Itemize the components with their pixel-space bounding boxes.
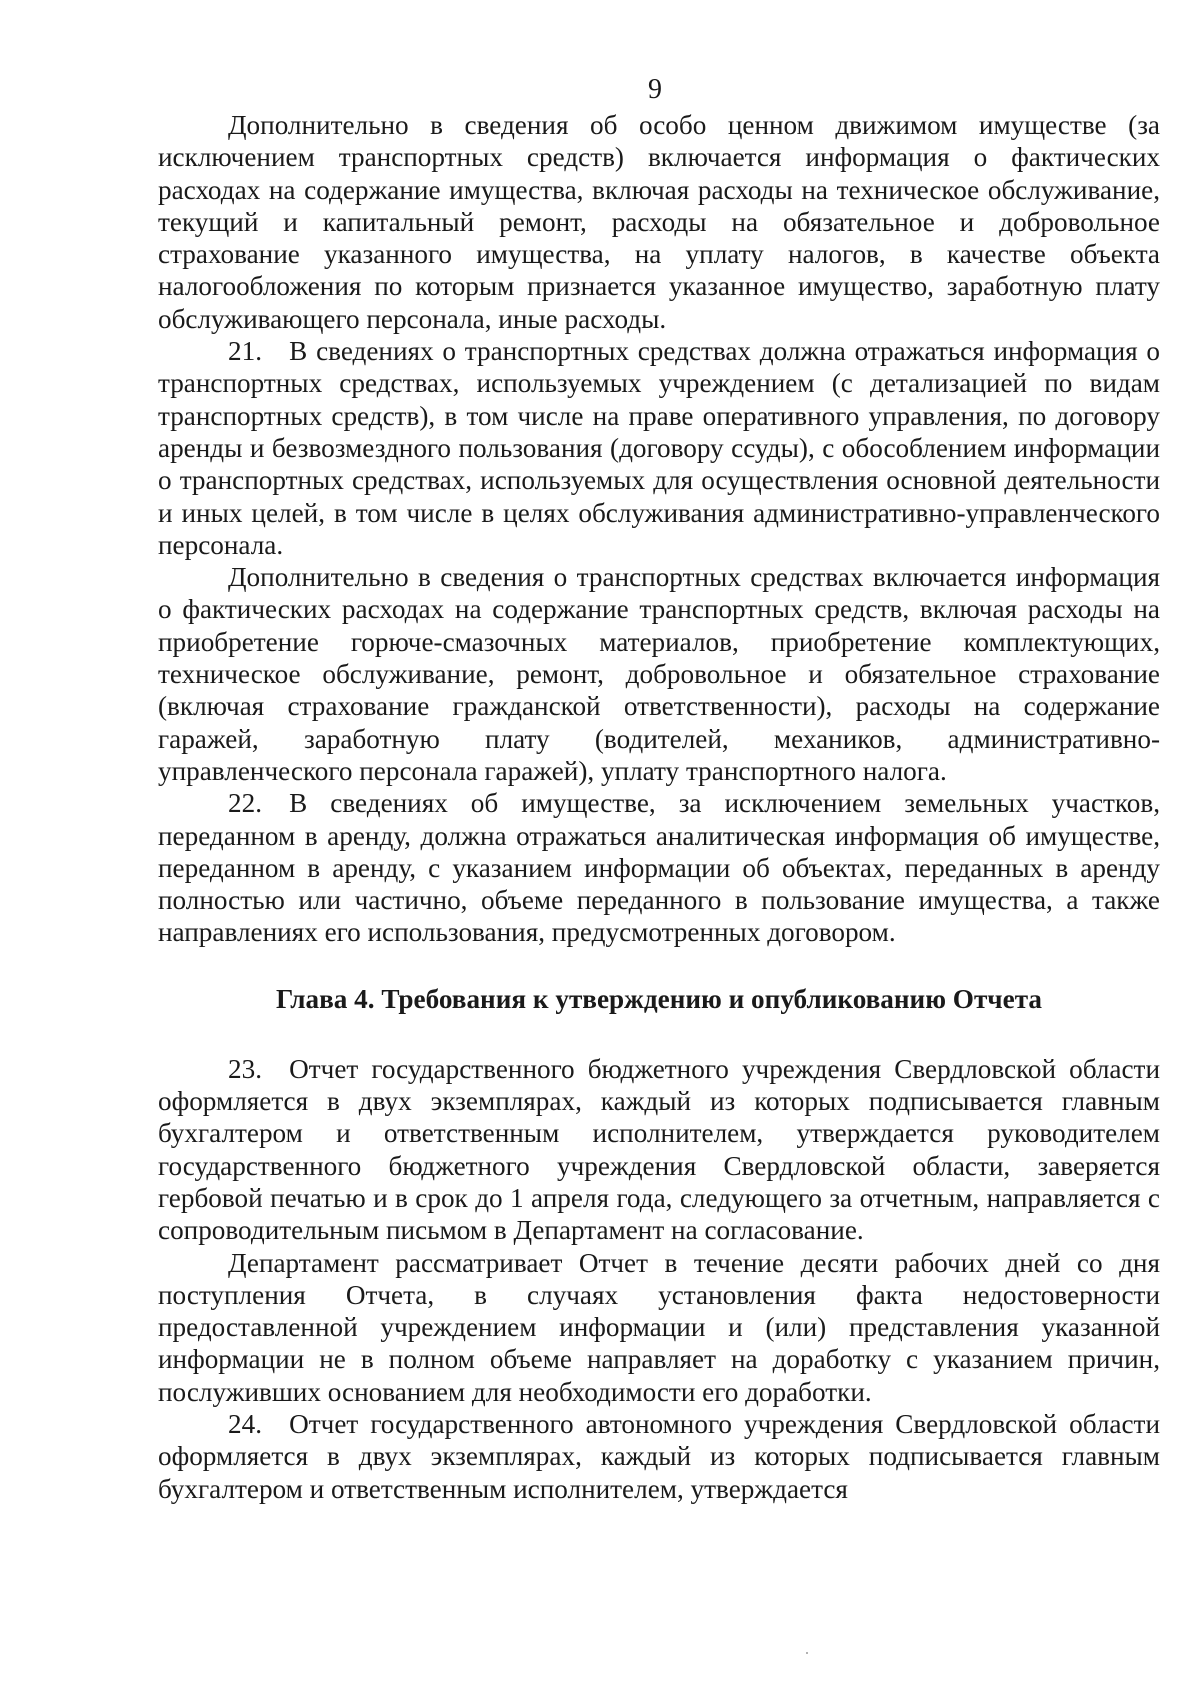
paragraph-vehicle-expenses: Дополнительно в сведения о транспортных средствах включается информация о фактических расходах на содержание транспортных средств, включая расходы на приобретение горюче-смазочных материалов, приобретение комплектующих, техническое обслуживание, ремонт, добровольное и обязательное страхование (включая страхование гражданской ответственности), расходы на содержание гаражей, заработную плату (водителей, механиков, административно-управленческого персонала гаражей), уплату транспортного налога. (158, 562, 1160, 786)
paragraph-23-budget-report: 23. Отчет государственного бюджетного учреждения Свердловской области оформляется в двух экземплярах, каждый из которых подписывается главным бухгалтером и ответственным исполнителем, утверждается руководителем государственного бюджетного учреждения Свердловской области, заверяется гербовой печатью и в срок до 1 апреля года, следующего за отчетным, направляется с сопроводительным письмом в Департамент на согласование. (158, 1053, 1160, 1246)
paragraph-department-review: Департамент рассматривает Отчет в течение десяти рабочих дней со дня поступления Отчета, в случаях установления факта недостоверности предоставленной учреждением информации и (или) представления указанной информации не в полном объеме направляет на доработку с указанием причин, послуживших основанием для необходимости его доработки. (158, 1247, 1160, 1407)
chapter-heading: Глава 4. Требования к утверждению и опубликованию Отчета (276, 983, 1042, 1014)
paragraph-22-leased-property: 22. В сведениях об имуществе, за исключением земельных участков, переданном в аренду, должна отражаться аналитическая информация об имуществе, переданном в аренду, с указанием информации об объектах, переданных в аренду полностью или частично, объеме переданного в пользование имущества, а также направлениях его использования, предусмотренных договором. (158, 788, 1160, 948)
paragraph-24-autonomous-report: 24. Отчет государственного автономного учреждения Свердловской области оформляется в двух экземплярах, каждый из которых подписывается главным бухгалтером и ответственным исполнителем, утверждается (158, 1408, 1160, 1504)
page-number: 9 (648, 74, 662, 105)
scan-speck (806, 1652, 808, 1654)
paragraph-21-vehicles: 21. В сведениях о транспортных средствах должна отражаться информация о транспортных средствах, используемых учреждением (с детализацией по видам транспортных средств), в том числе на праве оперативного управления, по договору аренды и безвозмездного пользования (договору ссуды), с обособлением информации о транспортных средствах, используемых для осуществления основной деятельности и иных целей, в том числе в целях обслуживания административно-управленческого персонала. (158, 336, 1160, 560)
document-body (158, 109, 1160, 1505)
paragraph-valuable-movable-property: Дополнительно в сведения об особо ценном движимом имуществе (за исключением транспортных средств) включается информация о фактических расходах на содержание имущества, включая расходы на техническое обслуживание, текущий и капитальный ремонт, расходы на обязательное и добровольное страхование указанного имущества, на уплату налогов, в качестве объекта налогообложения по которым признается указанное имущество, заработную плату обслуживающего персонала, иные расходы. (158, 110, 1160, 334)
